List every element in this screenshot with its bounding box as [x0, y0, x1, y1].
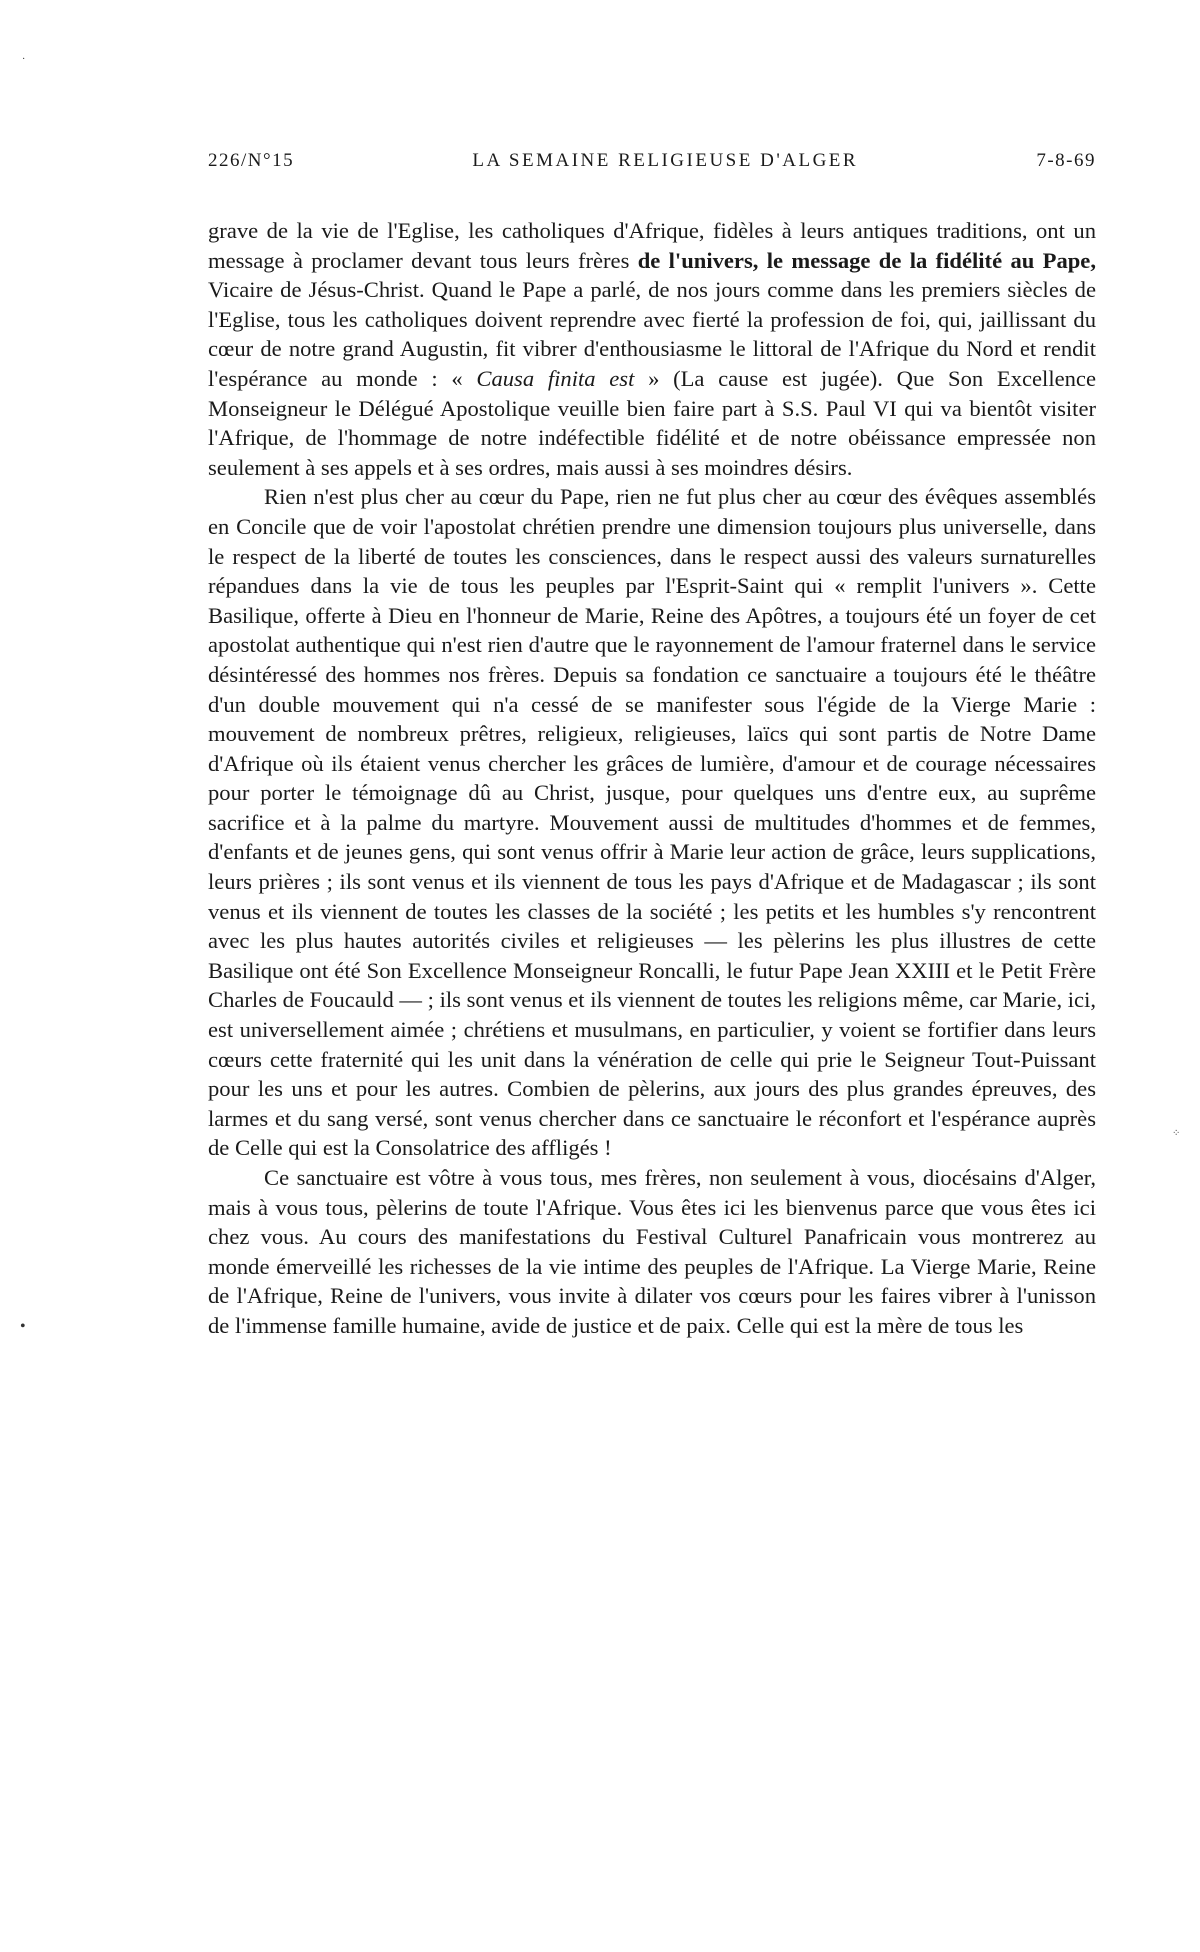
text-segment-bold: de l'univers, le message de la fidélité au Pape, [637, 247, 1096, 273]
text-segment: grave de la vie de l'Eglise, les catholiques d'Afrique, fidèles à leurs antiques traditions, ont un message à proclamer devant tous leurs frères [208, 218, 1096, 273]
text-segment: Rien n'est plus cher au cœur du Pape, rien ne fut plus cher au cœur des évêques assemblés en Concile que de voir l'apostolat chrétien prendre une dimension toujours plus universelle, dans le respect de la liberté de toutes les consciences, dans le respect aussi des valeurs surnaturelles répandues dans la vie de tous les peuples par l'Esprit-Saint qui « remplit l'univers ». Cette Basilique, offerte à Dieu en l'honneur de Marie, Reine des Apôtres, a toujours été un foyer de cet apostolat authentique qui n'est rien d'autre que le rayonnement de l'amour fraternel dans le service désintéressé des hommes nos frères. Depuis sa fondation ce sanctuaire a toujours été le théâtre d'un double mouvement qui n'a cessé de se manifester sous l'égide de la Vierge Marie : mouvement de nombreux prêtres, religieux, religieuses, laïcs qui sont partis de Notre Dame d'Afrique où ils étaient venus chercher les grâces de lumière, d'amour et de courage nécessaires pour porter le témoignage dû au Christ, jusque, pour quelques uns d'entre eux, au suprême sacrifice et à la palme du martyre. Mouvement aussi de multitudes d'hommes et de femmes, d'enfants et de jeunes gens, qui sont venus offrir à Marie leur action de grâce, leurs supplications, leurs prières ; ils sont venus et ils viennent de tous les pays d'Afrique et de Madagascar ; ils sont venus et ils viennent de toutes les classes de la société ; les petits et les humbles s'y rencontrent avec les plus hautes autorités civiles et religieuses — les pèlerins les plus illustres de cette Basilique ont été Son Excellence Monseigneur Roncalli, le futur Pape Jean XXIII et le Petit Frère Charles de Foucauld — ; ils sont venus et ils viennent de toutes les religions même, car Marie, ici, est universellement aimée ; chrétiens et musulmans, en particulier, y voient se fortifier dans leurs cœurs cette fraternité qui les unit dans la vénération de celle qui prie le Seigneur Tout-Puissant pour les uns et pour les autres. Combien de pèlerins, aux jours des plus grandes épreuves, des larmes et du sang versé, sont venus chercher dans ce sanctuaire le réconfort et l'espérance auprès de Celle qui est la Consolatrice des affligés ! [208, 484, 1096, 1161]
text-segment: » (La cause est jugée). Que Son Excellence Monseigneur le Délégué Apostolique veuille bien faire part à S.S. Paul VI qui va bientôt visiter l'Afrique, de l'hommage de notre indéfectible fidélité et de notre obéissance empressée non seulement à ses appels et à ses ordres, mais aussi à ses moindres désirs. [208, 365, 1096, 480]
publication-title: LA SEMAINE RELIGIEUSE D'ALGER [472, 150, 859, 171]
text-segment-italic: Causa finita est [476, 365, 635, 391]
article-body [208, 216, 1096, 1341]
issue-date: 7-8-69 [1036, 150, 1096, 171]
scan-speck-top-left: · [22, 54, 26, 65]
scan-speck-left-margin: • [20, 1318, 26, 1335]
page-reference: 226/N°15 [208, 150, 295, 171]
text-segment: Vicaire de Jésus-Christ. Quand le Pape a parlé, de nos jours comme dans les premiers siècles de l'Eglise, tous les catholiques doivent reprendre avec fierté la profession de foi, qui, jaillissant du cœur de notre grand Augustin, fit vibrer d'enthousiasme le littoral de l'Afrique du Nord et rendit l'espérance au monde : « [208, 277, 1096, 391]
paragraph-1 [208, 216, 1096, 482]
paragraph-2 [208, 482, 1096, 1163]
scan-speck-right-margin: ⁘ [1172, 1128, 1181, 1139]
page [208, 150, 1096, 1341]
paragraph-3 [208, 1163, 1096, 1341]
running-header [208, 150, 1096, 172]
text-segment: Ce sanctuaire est vôtre à vous tous, mes frères, non seulement à vous, diocésains d'Alger, mais à vous tous, pèlerins de toute l'Afrique. Vous êtes ici les bienvenus parce que vous êtes ici chez vous. Au cours des manifestations du Festival Culturel Panafricain vous montrerez au monde émerveillé les richesses de la vie intime des peuples de l'Afrique. La Vierge Marie, Reine de l'Afrique, Reine de l'univers, vous invite à dilater vos cœurs pour les faires vibrer à l'unisson de l'immense famille humaine, avide de justice et de paix. Celle qui est la mère de tous les [208, 1165, 1096, 1338]
